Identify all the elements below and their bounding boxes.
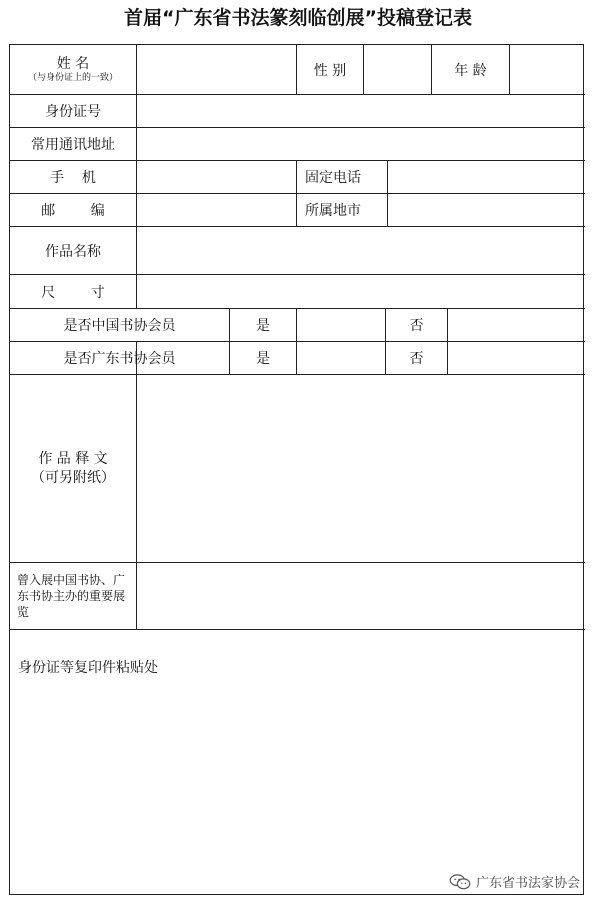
cca-no-field[interactable] <box>448 309 583 341</box>
exhibitions-field[interactable] <box>137 563 583 629</box>
landline-field[interactable] <box>388 161 583 193</box>
size-field[interactable] <box>137 275 583 308</box>
gd-no-field[interactable] <box>448 342 583 374</box>
name-note: （与身份证上的一致） <box>27 72 118 83</box>
cca-no-label: 否 <box>409 318 424 334</box>
work-text-label-line1: 作 品 释 文 <box>38 451 108 468</box>
gd-yes-label: 是 <box>256 351 270 367</box>
gd-member-label: 是否广东书协会员 <box>63 351 176 367</box>
gd-yes-field[interactable] <box>297 342 385 374</box>
id-copy-label: 身份证等复印件粘贴处 <box>18 660 158 676</box>
id-number-label: 身份证号 <box>45 104 101 120</box>
work-text-label-line2: （可另附纸） <box>31 469 115 486</box>
wechat-icon <box>449 874 471 890</box>
address-label: 常用通讯地址 <box>31 137 115 153</box>
id-number-field[interactable] <box>137 95 583 127</box>
postcode-field[interactable] <box>137 194 296 226</box>
watermark <box>449 872 580 891</box>
work-name-field[interactable] <box>137 227 583 274</box>
form-title: 首届“广东省书法篆刻临创展”投稿登记表 <box>124 7 472 29</box>
watermark-text: 广东省书法家协会 <box>475 876 580 891</box>
exhibitions-label: 曾入展中国书协、广东书协主办的重要展览 <box>17 572 126 620</box>
age-label: 年 龄 <box>454 62 487 79</box>
size-label: 尺 寸 <box>41 284 105 301</box>
gender-field[interactable] <box>364 45 431 94</box>
region-label: 所属地市 <box>305 203 361 219</box>
name-label-text: 姓 名 <box>56 55 90 72</box>
landline-label: 固定电话 <box>305 170 361 186</box>
address-field[interactable] <box>137 128 583 160</box>
mobile-label: 手 机 <box>50 170 96 186</box>
gender-label: 性 别 <box>313 62 347 79</box>
cca-member-label: 是否中国书协会员 <box>63 318 176 334</box>
registration-form <box>9 44 584 895</box>
name-field[interactable] <box>137 45 296 94</box>
postcode-label: 邮 编 <box>41 203 105 219</box>
gd-no-label: 否 <box>409 351 424 367</box>
work-text-field[interactable] <box>137 375 583 562</box>
work-text-label <box>10 375 136 562</box>
cca-yes-label: 是 <box>256 318 270 334</box>
work-name-label: 作品名称 <box>45 243 101 260</box>
region-field[interactable] <box>388 194 583 226</box>
mobile-field[interactable] <box>137 161 296 193</box>
name-label <box>10 45 136 94</box>
cca-yes-field[interactable] <box>297 309 385 341</box>
id-copy-area[interactable] <box>10 630 583 894</box>
age-field[interactable] <box>510 45 583 94</box>
